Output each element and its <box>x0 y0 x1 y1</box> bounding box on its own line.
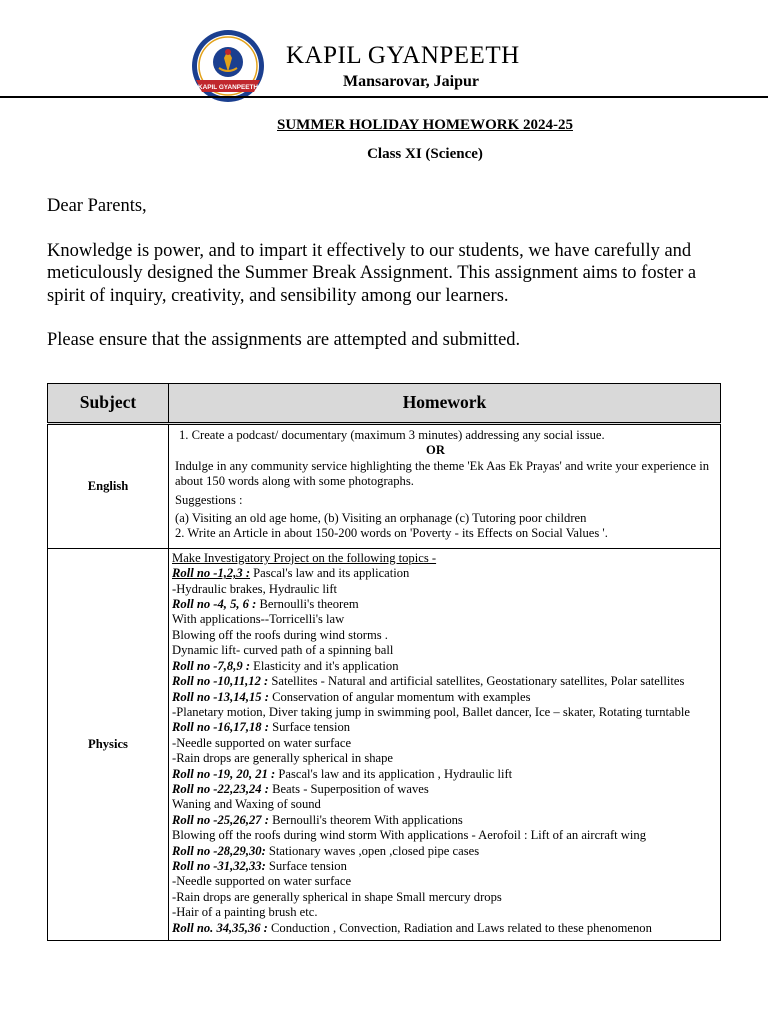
topic-text: Surface tension <box>265 858 347 873</box>
roll-number-label: Roll no -10,11,12 : <box>172 674 269 689</box>
english-item-1: 1. Create a podcast/ documentary (maximum 3 minutes) addressing any social issue. <box>179 428 605 442</box>
roll-number-label: Roll no. 34,35,36 : <box>172 920 268 935</box>
topic-text: With applications--Torricelli's law <box>172 612 345 627</box>
physics-intro-text: Make Investigatory Project on the following topics - <box>172 550 437 565</box>
physics-line <box>172 659 717 674</box>
english-item-2: 2. Write an Article in about 150-200 words on 'Poverty - its Effects on Social Values '. <box>175 526 608 541</box>
topic-text: Bernoulli's theorem With applications <box>268 812 463 827</box>
topic-text: Stationary waves ,open ,closed pipe cases <box>265 843 480 858</box>
letter-paragraph-2: Please ensure that the assignments are attempted and submitted. <box>47 330 521 350</box>
english-homework <box>169 424 721 549</box>
roll-number-label: Roll no -13,14,15 : <box>172 689 269 704</box>
physics-line <box>172 643 717 658</box>
physics-line <box>172 767 717 782</box>
physics-intro <box>172 551 717 566</box>
topic-text: Pascal's law and its application , Hydraulic lift <box>275 766 513 781</box>
physics-line <box>172 813 717 828</box>
topic-text: Elasticity and it's application <box>250 658 399 673</box>
roll-number-label: Roll no -16,17,18 : <box>172 720 269 735</box>
topic-text: Pascal's law and its application <box>250 566 410 581</box>
physics-line <box>172 690 717 705</box>
english-or: OR <box>426 443 445 458</box>
topic-text: Satellites - Natural and artificial satellites, Geostationary satellites, Polar satellites <box>268 674 685 689</box>
physics-line <box>172 890 717 905</box>
english-alternative: Indulge in any community service highlighting the theme 'Ek Aas Ek Prayas' and write your experience in about 150 words along with some photographs. <box>175 458 710 489</box>
topic-text: -Rain drops are generally spherical in shape <box>172 751 394 766</box>
school-logo <box>190 28 266 104</box>
physics-homework <box>169 548 721 940</box>
topic-text: -Hydraulic brakes, Hydraulic lift <box>172 581 338 596</box>
class-title: Class XI (Science) <box>367 146 483 162</box>
topic-text: -Planetary motion, Diver taking jump in swimming pool, Ballet dancer, Ice – skater, Rotating turntable <box>172 704 691 719</box>
header-divider <box>0 96 768 98</box>
roll-number-label: Roll no -7,8,9 : <box>172 658 251 673</box>
physics-line <box>172 828 717 843</box>
topic-text: -Hair of a painting brush etc. <box>172 905 318 920</box>
physics-line <box>172 736 717 751</box>
physics-line <box>172 859 717 874</box>
topic-text: Dynamic lift- curved path of a spinning ball <box>172 643 394 658</box>
roll-number-label: Roll no -31,32,33: <box>172 858 266 873</box>
roll-number-label: Roll no -28,29,30: <box>172 843 266 858</box>
physics-line <box>172 874 717 889</box>
topic-text: Surface tension <box>268 720 351 735</box>
roll-number-label: Roll no -25,26,27 : <box>172 812 269 827</box>
school-name: KAPIL GYANPEETH <box>286 42 520 69</box>
letter-paragraph-1: Knowledge is power, and to impart it effectively to our students, we have carefully and meticulously designed the Summer Break Assignment. This assignment aims to foster a spirit of inquiry, creativity, and sensibility among our learners. <box>47 240 697 306</box>
subject-english: English <box>48 424 169 549</box>
roll-number-label: Roll no -4, 5, 6 : <box>172 597 257 612</box>
physics-line <box>172 921 717 936</box>
english-suggestions-label: Suggestions : <box>175 492 243 507</box>
physics-line <box>172 628 717 643</box>
topic-text: Waning and Waxing of sound <box>172 797 321 812</box>
column-header-homework: Homework <box>169 384 721 424</box>
letter-body <box>47 195 737 352</box>
school-city: Mansarovar, Jaipur <box>343 73 480 90</box>
physics-line <box>172 797 717 812</box>
salutation: Dear Parents, <box>47 196 147 216</box>
topic-text: -Rain drops are generally spherical in shape Small mercury drops <box>172 889 502 904</box>
physics-line <box>172 782 717 797</box>
physics-line <box>172 612 717 627</box>
topic-text: Conduction , Convection, Radiation and Laws related to these phenomenon <box>267 920 652 935</box>
subject-physics: Physics <box>48 548 169 940</box>
physics-line <box>172 751 717 766</box>
topic-text: Bernoulli's theorem <box>256 597 359 612</box>
table-row-english <box>48 424 721 549</box>
topic-text: -Needle supported on water surface <box>172 735 352 750</box>
roll-number-label: Roll no -19, 20, 21 : <box>172 766 276 781</box>
english-suggestion-list: (a) Visiting an old age home, (b) Visiting an orphanage (c) Tutoring poor children <box>175 511 587 526</box>
table-header-row <box>48 384 721 424</box>
physics-line <box>172 566 717 581</box>
topic-text: -Needle supported on water surface <box>172 874 352 889</box>
physics-line <box>172 674 717 689</box>
topic-text: Beats - Superposition of waves <box>268 781 429 796</box>
physics-line <box>172 597 717 612</box>
physics-line <box>172 720 717 735</box>
topic-text: Blowing off the roofs during wind storm With applications - Aerofoil : Lift of an aircraft wing <box>172 828 646 843</box>
homework-title: SUMMER HOLIDAY HOMEWORK 2024-25 <box>277 117 573 133</box>
physics-line <box>172 905 717 920</box>
column-header-subject: Subject <box>48 384 169 424</box>
logo-emblem-icon <box>190 28 266 104</box>
roll-number-label: Roll no -1,2,3 : <box>172 566 251 581</box>
roll-number-label: Roll no -22,23,24 : <box>172 781 269 796</box>
physics-line <box>172 582 717 597</box>
physics-line <box>172 844 717 859</box>
topic-text: Blowing off the roofs during wind storms . <box>172 627 388 642</box>
physics-topic-list <box>172 566 717 936</box>
topic-text: Conservation of angular momentum with examples <box>268 689 531 704</box>
table-row-physics <box>48 548 721 940</box>
homework-table <box>47 383 721 941</box>
physics-line <box>172 705 717 720</box>
logo-banner-text: KAPIL GYANPEETH <box>197 84 259 91</box>
